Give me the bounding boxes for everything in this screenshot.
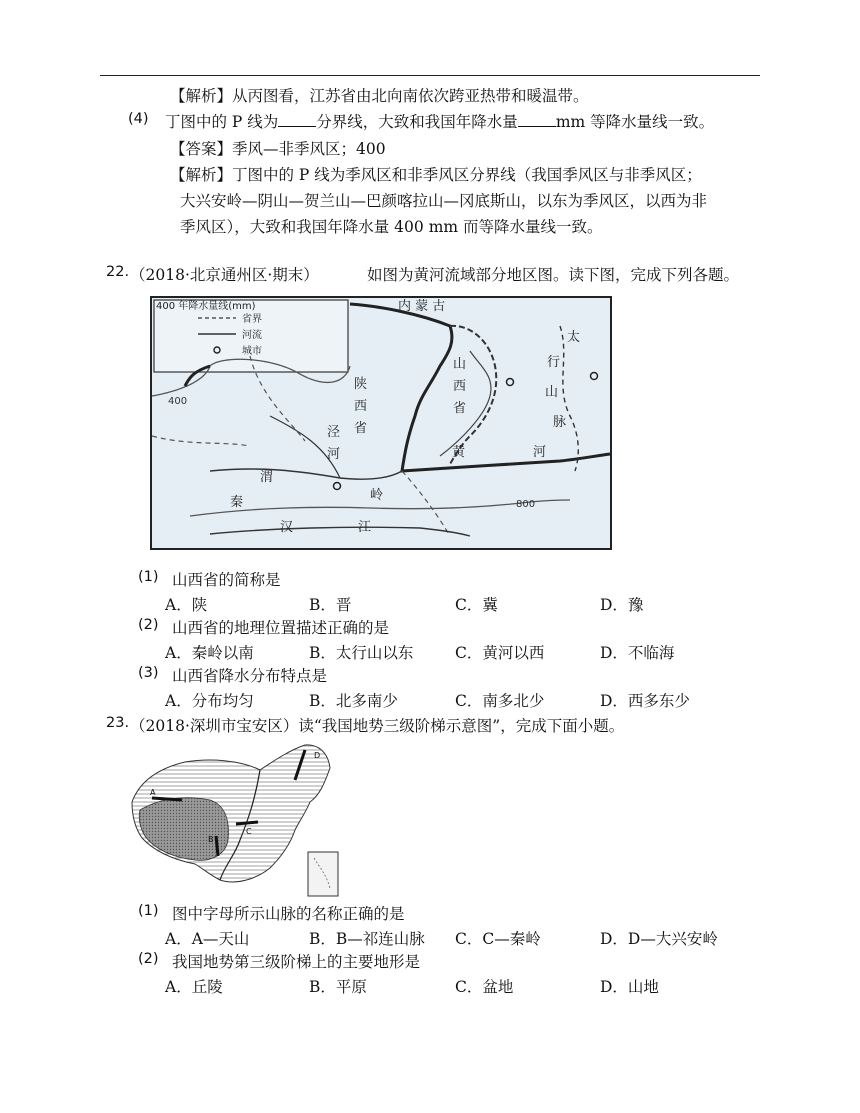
label-shaanxi-1: 陕 <box>354 377 368 392</box>
q23-1-number: (1) <box>138 903 159 919</box>
q22-2-option-c: C．黄河以西 <box>455 644 545 662</box>
map-letter-d: D <box>314 751 321 760</box>
label-qin: 秦 <box>230 495 244 510</box>
label-ling: 岭 <box>370 488 384 503</box>
q22-2-option-b: B．太行山以东 <box>309 644 414 662</box>
q23-1-stem: 图中字母所示山脉的名称正确的是 <box>172 905 405 923</box>
q22-3-option-b: B．北多南少 <box>309 692 398 710</box>
legend-river: 河流 <box>242 330 262 341</box>
label-shanxi-1: 山 <box>453 357 467 372</box>
q21-analysis-4-line3: 季风区），大致和我国年降水量 400 mm 而等降水量线一致。 <box>180 218 603 236</box>
q21-analysis-4-line2: 大兴安岭—阴山—贺兰山—巴颜喀拉山—冈底斯山，以东为季风区，以西为非 <box>180 192 708 210</box>
q23-1-option-a: A．A—天山 <box>165 930 250 948</box>
label-han: 汉 <box>280 520 294 535</box>
q22-source: （2018·北京通州区·期末） <box>130 266 319 284</box>
q22-1-option-d: D．豫 <box>600 596 644 614</box>
q22-3-option-d: D．西多东少 <box>600 692 690 710</box>
q23-stem: （2018·深圳市宝安区）读“我国地势三级阶梯示意图”，完成下面小题。 <box>130 717 625 735</box>
isohyet-800-label: 800 <box>516 499 536 510</box>
q23-2-stem: 我国地势第三级阶梯上的主要地形是 <box>172 953 421 971</box>
q21-sub4-question <box>165 110 714 132</box>
q23-2-option-c: C．盆地 <box>455 978 514 996</box>
isohyet-400-label: 400 <box>168 396 188 407</box>
q21-sub4-part-c: mm 等降水量线一致。 <box>555 113 715 131</box>
q23-1-option-d: D．D—大兴安岭 <box>600 930 718 948</box>
q22-3-stem: 山西省降水分布特点是 <box>172 667 328 685</box>
q22-1-number: (1) <box>138 569 159 585</box>
answer-blank-1 <box>278 113 316 127</box>
legend-province-border: 省界 <box>242 314 262 325</box>
map-legend-title: 400 年降水量线(mm) <box>156 301 256 312</box>
header-rule <box>100 75 760 76</box>
label-taihang-1: 太 <box>567 330 581 345</box>
label-huanghe-2: 河 <box>533 445 547 460</box>
q22-2-number: (2) <box>138 617 159 633</box>
label-shanxi-3: 省 <box>453 401 467 416</box>
q21-sub4-part-b: 分界线，大致和我国年降水量 <box>316 113 518 131</box>
legend-city: 城市 <box>242 346 262 357</box>
q22-stem: 如图为黄河流域部分地区图。读下图，完成下列各题。 <box>367 266 740 284</box>
q21-sub4-part-a: 丁图中的 P 线为 <box>165 113 279 131</box>
q23-number: 23. <box>106 715 130 731</box>
label-wei: 渭 <box>260 470 274 485</box>
label-taihang-3: 山 <box>545 385 559 400</box>
yellow-river-basin-map <box>150 296 612 550</box>
terrain-steps-map <box>130 740 340 898</box>
q22-1-stem: 山西省的简称是 <box>172 571 281 589</box>
q22-3-option-a: A．分布均匀 <box>165 692 254 710</box>
q22-3-option-c: C．南多北少 <box>455 692 545 710</box>
q22-1-option-a: A．陕 <box>165 596 208 614</box>
label-shaanxi-2: 西 <box>354 399 368 414</box>
q22-2-stem: 山西省的地理位置描述正确的是 <box>172 619 390 637</box>
label-jing-2: 河 <box>327 447 341 462</box>
q21-answer-4: 【答案】季风—非季风区；400 <box>170 140 386 158</box>
label-jing-1: 泾 <box>327 425 341 440</box>
label-shanxi-2: 西 <box>453 379 467 394</box>
answer-blank-2 <box>518 113 556 127</box>
label-taihang-4: 脉 <box>553 415 567 430</box>
q22-2-option-d: D．不临海 <box>600 644 675 662</box>
q21-analysis-3: 【解析】从丙图看，江苏省由北向南依次跨亚热带和暖温带。 <box>170 87 589 105</box>
q22-1-option-b: B．晋 <box>309 596 352 614</box>
q21-analysis-4-line1: 【解析】丁图中的 P 线为季风区和非季风区分界线（我国季风区与非季风区； <box>170 166 702 184</box>
q23-2-number: (2) <box>138 951 159 967</box>
label-jiang: 江 <box>358 520 372 535</box>
q22-3-number: (3) <box>138 665 159 681</box>
q22-2-option-a: A．秦岭以南 <box>165 644 254 662</box>
label-huanghe-1: 黄 <box>452 445 466 460</box>
map-letter-c: C <box>246 827 252 836</box>
q23-2-option-d: D．山地 <box>600 978 659 996</box>
label-shaanxi-3: 省 <box>354 421 368 436</box>
q23-2-option-a: A．丘陵 <box>165 978 223 996</box>
map-letter-a: A <box>150 788 156 797</box>
label-neimenggu: 内 蒙 古 <box>398 299 446 314</box>
q22-number: 22. <box>106 264 130 280</box>
map-letter-b: B <box>208 835 214 844</box>
q21-sub4-number: (4) <box>128 111 149 127</box>
label-taihang-2: 行 <box>547 355 561 370</box>
q23-1-option-c: C．C—秦岭 <box>455 930 541 948</box>
q23-1-option-b: B．B—祁连山脉 <box>309 930 425 948</box>
q22-1-option-c: C．冀 <box>455 596 498 614</box>
q23-2-option-b: B．平原 <box>309 978 367 996</box>
